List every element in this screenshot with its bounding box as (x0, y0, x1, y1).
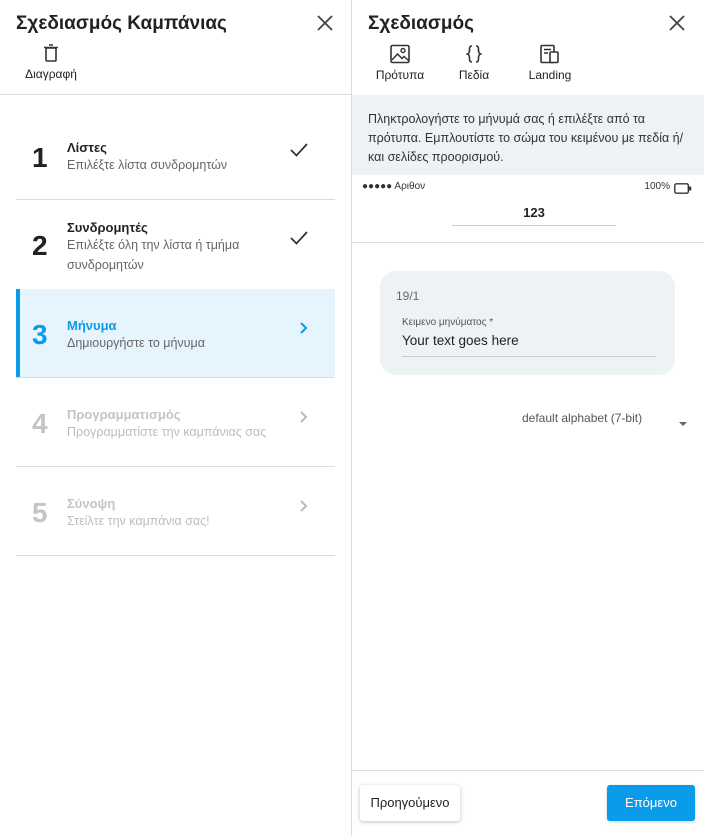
step-number: 3 (32, 319, 48, 350)
message-bubble (380, 271, 675, 375)
landing-page-icon (539, 44, 561, 64)
checkmark-icon (289, 230, 309, 251)
footer-divider (352, 770, 704, 771)
step-number: 2 (32, 230, 48, 261)
step-description: Προγραμματίστε την καμπάνιας σας (67, 425, 267, 439)
design-panel (352, 0, 704, 836)
delete-button[interactable] (20, 44, 82, 88)
encoding-select[interactable] (522, 411, 688, 429)
step-title: Σύνοψη (67, 496, 116, 511)
chevron-right-icon (299, 410, 309, 429)
step-title: Συνδρομητές (67, 220, 148, 235)
step-description: Στείλτε την καμπάνια σας! (67, 514, 210, 528)
landing-button[interactable] (524, 44, 576, 82)
panel-title: Σχεδιασμός (368, 13, 474, 34)
step-number: 4 (32, 408, 48, 439)
step-divider (16, 555, 335, 556)
step-description: Επιλέξτε λίστα συνδρομητών (67, 158, 228, 172)
info-banner: Πληκτρολογήστε το μήνυμά σας ή επιλέξτε από τα πρότυπα. Εμπλουτίστε το σώμα του κειμένου με πεδία ή/και σελίδες προορισμού. (352, 95, 704, 175)
step-message[interactable] (16, 289, 335, 378)
step-title: Μήνυμα (67, 318, 117, 333)
next-button[interactable]: Επόμενο (607, 785, 695, 821)
step-title: Λίστες (67, 140, 107, 155)
image-template-icon (389, 44, 411, 64)
step-number: 1 (32, 142, 48, 173)
step-description: Δημιουργήστε το μήνυμα (67, 336, 205, 350)
step-number: 5 (32, 497, 48, 528)
close-icon[interactable] (668, 14, 690, 36)
message-text-input[interactable]: Your text goes here (402, 333, 656, 357)
landing-label: Landing (528, 68, 572, 82)
battery-icon (674, 181, 692, 199)
trash-icon (43, 44, 59, 62)
fields-label: Πεδία (458, 68, 490, 82)
close-icon[interactable] (316, 14, 338, 36)
checkmark-icon (289, 142, 309, 163)
panel-title: Σχεδιασμός Καμπάνιας (16, 13, 227, 34)
templates-button[interactable] (374, 44, 426, 82)
header-divider (0, 94, 352, 95)
carrier-status: ●●●●● Αριθον (362, 181, 426, 192)
step-scheduling[interactable] (16, 378, 335, 466)
encoding-value: default alphabet (7-bit) (522, 411, 643, 425)
caret-down-icon (678, 414, 688, 432)
previous-button[interactable]: Προηγούμενο (360, 785, 460, 821)
step-title: Προγραμματισμός (67, 407, 181, 422)
step-lists[interactable] (16, 110, 335, 199)
message-field-label: Κειμενο μηνύματος * (402, 317, 494, 328)
battery-percent: 100% (644, 181, 670, 192)
curly-braces-icon (466, 44, 482, 64)
preview-divider (352, 242, 704, 243)
step-summary[interactable] (16, 467, 335, 555)
recipient-number: 123 (523, 205, 545, 220)
delete-label: Διαγραφή (25, 67, 77, 81)
fields-button[interactable] (455, 44, 493, 82)
templates-label: Πρότυπα (375, 68, 425, 82)
chevron-right-icon (299, 321, 309, 340)
recipient-underline (452, 225, 616, 226)
character-counter: 19/1 (396, 289, 420, 303)
chevron-right-icon (299, 499, 309, 518)
step-subscribers[interactable] (16, 200, 335, 288)
step-description: Επιλέξτε όλη την λίστα ή τμήμα συνδρομητών (67, 238, 240, 272)
